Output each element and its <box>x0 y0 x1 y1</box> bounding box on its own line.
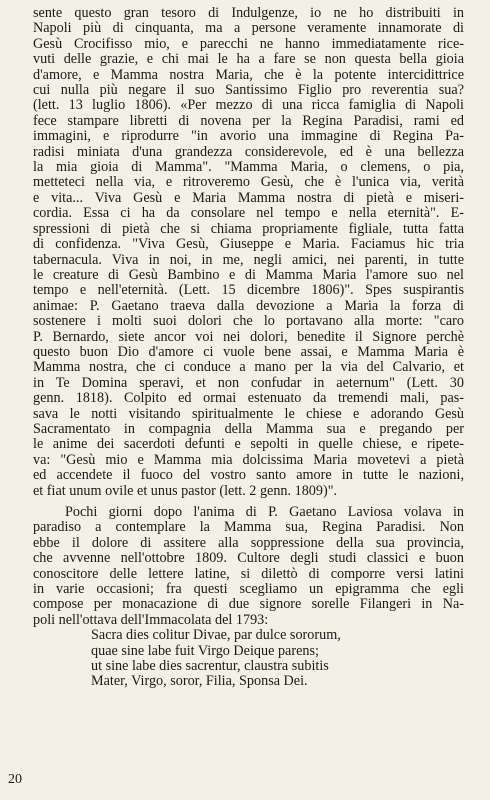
paragraph1-line: Napoli più di cinquanta, ma a persone veramente innamorate di <box>33 21 464 37</box>
latin-epigram <box>91 628 464 690</box>
paragraph1-line: fece stampare libretti di novena per la Regina Paradisi, rami ed <box>33 113 464 129</box>
paragraph2-line: che avvenne nell'ottobre 1809. Cultore degli studi classici e buon <box>33 551 464 567</box>
paragraph1-line: le creature di Gesù Bambino e di Mamma Maria l'amore suo nel <box>33 267 464 283</box>
paragraph1-line: Gesù Crocifisso mio, e parecchi ne hanno immediatamente rice- <box>33 36 464 52</box>
poem-line: ut sine labe dies sacrentur, claustra subitis <box>91 659 329 675</box>
paragraph1-line: in Te Domina speravi, et non confudar in aeternum" (Lett. 30 <box>33 375 464 391</box>
paragraph1-line: (lett. 13 luglio 1806). «Per mezzo di una ricca famiglia di Napoli <box>33 98 464 114</box>
paragraph1-line: sava le notti visitando spiritualmente le chiese e adorando Gesù <box>33 406 464 422</box>
paragraph1-line: radisi miniata d'una grandezza considerevole, ed è una bellezza <box>33 144 464 160</box>
paragraph2-line: paradiso a contemplare la Mamma sua, Regina Paradisi. Non <box>33 520 464 536</box>
paragraph1-line: animae: P. Gaetano traeva dalla devozione a Maria la forza di <box>33 298 464 314</box>
poem-line: quae sine labe fuit Virgo Deique parens; <box>91 643 319 659</box>
paragraph1-line: et fiat unum ovile et unus pastor (lett. 2 genn. 1809)". <box>33 483 338 499</box>
paragraph-letters-quotes <box>33 6 464 499</box>
paragraph1-line: d'amore, e Mamma nostra Maria, che è la potente intercidittrice <box>33 67 464 83</box>
paragraph2-line: in varie occasioni; fra questi scegliamo un epigramma che egli <box>33 582 464 598</box>
paragraph1-line: la mia gioia di Mamma". "Mamma Maria, o clemens, o pia, <box>33 160 464 176</box>
paragraph-death-and-epigram <box>33 505 464 628</box>
poem-line: Sacra dies colitur Divae, par dulce sororum, <box>91 628 341 644</box>
paragraph1-line: metteteci nella via, e ritroveremo Gesù, che è l'unica via, verità <box>33 175 464 191</box>
poem-line: Mater, Virgo, soror, Filia, Sponsa Dei. <box>91 674 308 690</box>
paragraph1-line: ed accendete il fuoco del vostro santo amore in tutte le nazioni, <box>33 468 464 484</box>
paragraph1-line: cui nulla più negare il suo Santissimo Figlio pro reverentia sua? <box>33 83 464 99</box>
paragraph1-line: sostenere i molti suoi dolori che lo portavano alla morte: "caro <box>33 314 464 330</box>
paragraph1-line: P. Bernardo, siete ancor voi nei dolori, benedite il Signore perchè <box>33 329 464 345</box>
paragraph1-line: genn. 1818). Colpito ed ormai estenuato da tremendi mali, pas- <box>33 391 464 407</box>
paragraph1-line: di confidenza. "Viva Gesù, Giuseppe e Maria. Faciamus hic tria <box>33 237 464 253</box>
paragraph1-line: le anime dei sacerdoti defunti e sepolti in quelle chiese, e ripete- <box>33 437 464 453</box>
paragraph1-line: tabernacula. Viva in noi, in me, negli amici, nei parenti, in tutte <box>33 252 464 268</box>
paragraph1-line: va: "Gesù mio e Mamma mia dolcissima Maria movetevi a pietà <box>33 452 464 468</box>
paragraph1-line: e vita... Viva Gesù e Maria Mamma nostra di pietà e miseri- <box>33 190 464 206</box>
paragraph1-line: Mamma nostra, che ci conduce a mano per la via del Calvario, et <box>33 360 464 376</box>
page-number: 20 <box>8 772 22 787</box>
paragraph1-line: sente questo gran tesoro di Indulgenze, io ne ho distribuiti in <box>33 6 464 21</box>
paragraph1-line: Sacramentato in compagnia della Mamma sua e pregando per <box>33 421 464 437</box>
paragraph1-line: tempo e nell'eternità. (Lett. 15 dicembre 1806)". Spes suspirantis <box>33 283 464 299</box>
paragraph1-line: spressioni di pietà che si chiama propriamente figliale, tutta fatta <box>33 221 464 237</box>
paragraph2-line: compose per monacazione di due signore sorelle Filangeri in Na- <box>33 597 464 613</box>
paragraph1-line: cordia. Essa ci ha da consolare nel tempo e nella eternità". E- <box>33 206 464 222</box>
paragraph1-line: immagini, e riprodurre "in avorio una immagine di Regina Pa- <box>33 129 464 145</box>
paragraph2-line: conoscitore delle lettere latine, si dilettò di comporre versi latini <box>33 566 464 582</box>
paragraph1-line: questo buon Dio d'amore ci vuole bene assai, e Mamma Maria è <box>33 344 464 360</box>
paragraph2-line: Pochi giorni dopo l'anima di P. Gaetano Laviosa volava in <box>65 505 464 520</box>
paragraph2-line: ebbe il dolore di assitere alla soppressione della sua provincia, <box>33 535 464 551</box>
paragraph2-line: poli nell'ottava dell'Immacolata del 1793: <box>33 612 269 628</box>
paragraph1-line: vuti delle grazie, e chi mai le ha a fare se non questa bella gioia <box>33 52 464 68</box>
